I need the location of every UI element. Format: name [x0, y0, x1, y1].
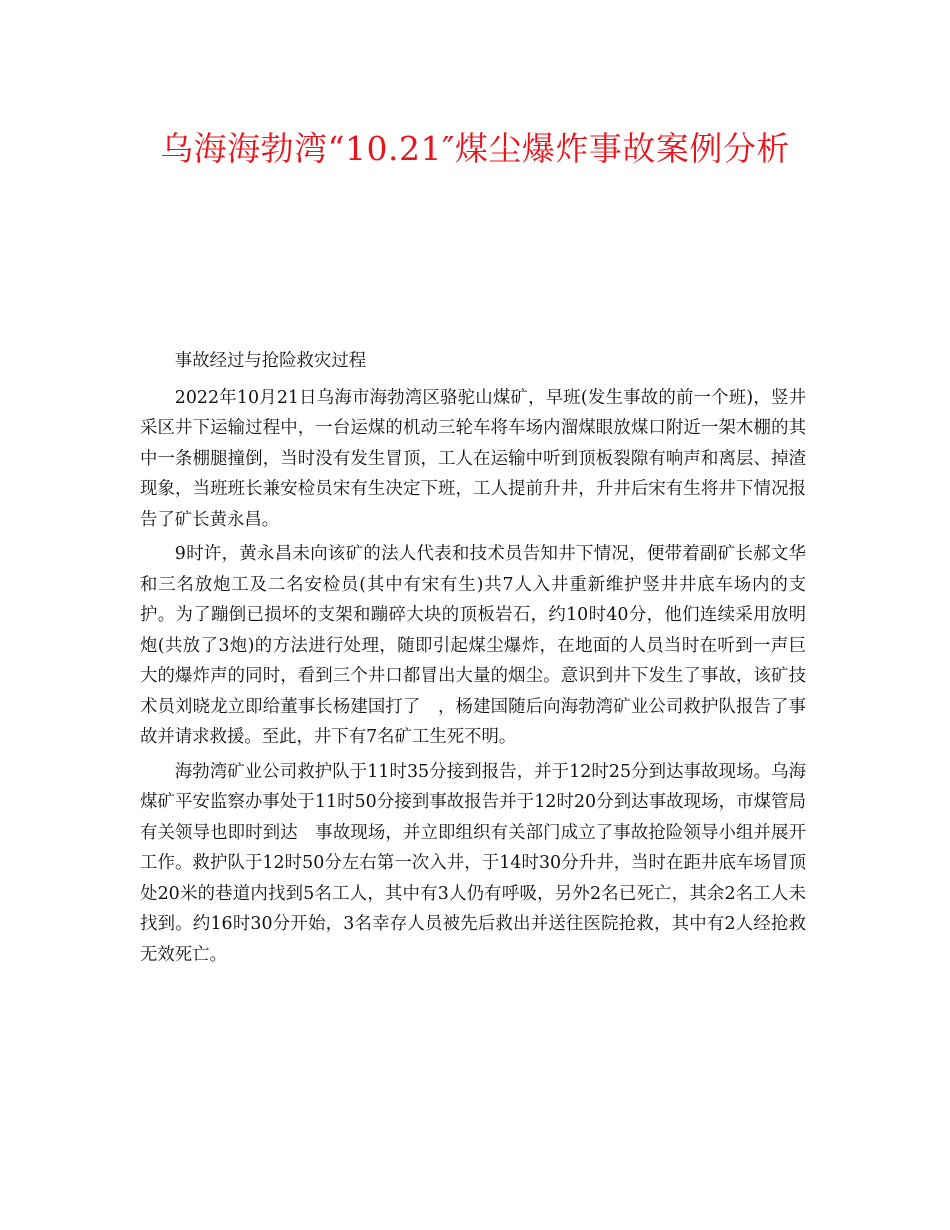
document-title: 乌海海勃湾“10.21″煤尘爆炸事故案例分析 [160, 129, 790, 168]
paragraph-1: 2022年10月21日乌海市海勃湾区骆驼山煤矿，早班(发生事故的前一个班)，竖井采区井下运输过程中，一台运煤的机动三轮车将车场内溜煤眼放煤口附近一架木棚的其中一条棚腿撞倒，当时没有发生冒顶，工人在运输中听到顶板裂隙有响声和离层、掉渣现象，当班班长兼安检员宋有生决定下班，工人提前升井，升井后宋有生将井下情况报告了矿长黄永昌。 [140, 387, 806, 530]
section-heading: 事故经过与抢险救灾过程 [174, 351, 367, 371]
paragraph-2: 9时许，黄永昌未向该矿的法人代表和技术员告知井下情况，便带着副矿长郝文华和三名放炮工及二名安检员(其中有宋有生)共7人入井重新维护竖井井底车场内的支护。为了蹦倒已损坏的支架和蹦碎大块的顶板岩石，约10时40分，他们连续采用放明炮(共放了3炮)的方法进行处理，随即引起煤尘爆炸，在地面的人员当时在听到一声巨大的爆炸声的同时，看到三个井口都冒出大量的烟尘。意识到井下发生了事故，该矿技术员刘晓龙立即给董事长杨建国打了 ，杨建国随后向海勃湾矿业公司救护队报告了事故并请求救援。至此，井下有7名矿工生死不明。 [140, 544, 806, 747]
paragraph-3: 海勃湾矿业公司救护队于11时35分接到报告，并于12时25分到达事故现场。乌海煤矿平安监察办事处于11时50分接到事故报告并于12时20分到达事故现场，市煤管局有关领导也即时到达 事故现场，并立即组织有关部门成立了事故抢险领导小组并展开工作。救护队于12时50分左右第一次入井，于14时30分升井，当时在距井底车场冒顶处20米的巷道内找到5名工人，其中有3人仍有呼吸，另外2名已死亡，其余2名工人未找到。约16时30分开始，3名幸存人员被先后救出并送往医院抢救，其中有2人经抢救无效死亡。 [140, 761, 806, 965]
document-body [140, 346, 806, 974]
